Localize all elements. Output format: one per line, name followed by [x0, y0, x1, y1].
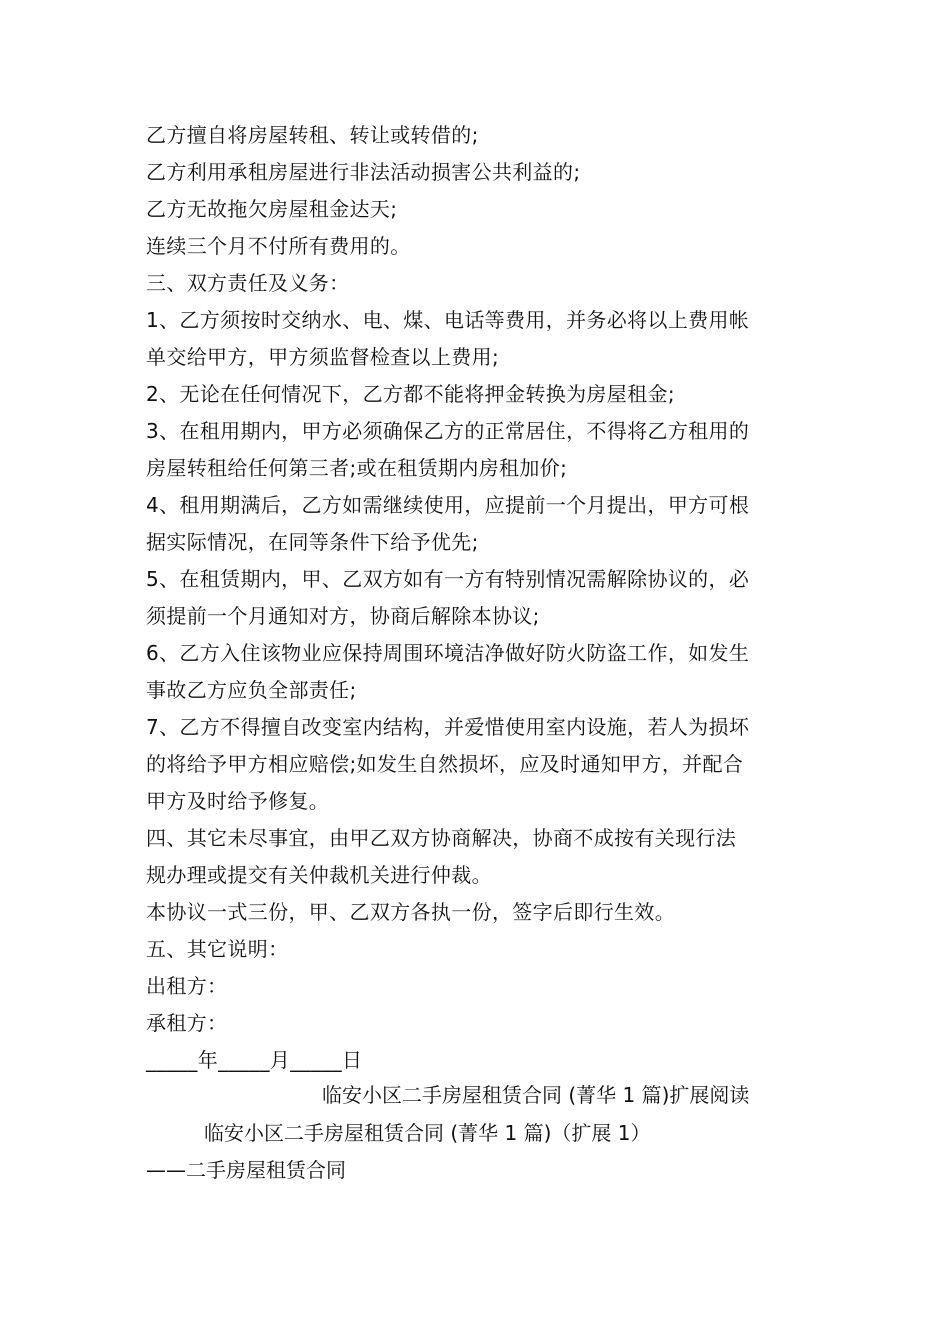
- clause-line: 6、乙方入住该物业应保持周围环境洁净做好防火防盗工作，如发生: [146, 641, 750, 665]
- clause-line: 连续三个月不付所有费用的。: [146, 234, 411, 258]
- extension-dash-line: ——二手房屋租赁合同: [146, 1158, 346, 1182]
- clause-line: 乙方擅自将房屋转租、转让或转借的;: [146, 123, 479, 147]
- clause-line: 3、在租用期内，甲方必须确保乙方的正常居住，不得将乙方租用的: [146, 419, 750, 443]
- clause-line: 房屋转租给任何第三者;或在租赁期内房租加价;: [146, 456, 568, 480]
- clause-line: 4、租用期满后，乙方如需继续使用，应提前一个月提出，甲方可根: [146, 493, 750, 517]
- section-heading: 四、其它未尽事宜，由甲乙双方协商解决，协商不成按有关现行法: [146, 826, 737, 850]
- section-heading: 五、其它说明：: [146, 937, 289, 961]
- landlord-signature-label: 出租方：: [146, 974, 228, 998]
- clause-line: 据实际情况，在同等条件下给予优先;: [146, 530, 479, 554]
- clause-line: 乙方利用承租房屋进行非法活动损害公共利益的;: [146, 160, 581, 184]
- clause-line: 2、无论在任何情况下，乙方都不能将押金转换为房屋租金;: [146, 382, 675, 406]
- clause-line: 的将给予甲方相应赔偿;如发生自然损坏，应及时通知甲方，并配合: [146, 752, 744, 776]
- section-heading: 三、双方责任及义务：: [146, 271, 350, 295]
- clause-line: 本协议一式三份，甲、乙双方各执一份，签字后即行生效。: [146, 900, 676, 924]
- tenant-signature-label: 承租方：: [146, 1011, 228, 1035]
- clause-line: 5、在租赁期内，甲、乙双方如有一方有特别情况需解除协议的，必: [146, 567, 750, 591]
- clause-line: 7、乙方不得擅自改变室内结构，并爱惜使用室内设施，若人为损坏: [146, 715, 750, 739]
- clause-line: 1、乙方须按时交纳水、电、煤、电话等费用，并务必将以上费用帐: [146, 308, 750, 332]
- clause-line: 事故乙方应负全部责任;: [146, 678, 357, 702]
- extension-subtitle: 临安小区二手房屋租赁合同 (菁华 1 篇)（扩展 1）: [204, 1121, 651, 1145]
- contract-body: [146, 117, 808, 1079]
- clause-line: 单交给甲方，甲方须监督检查以上费用;: [146, 345, 500, 369]
- extension-title: 临安小区二手房屋租赁合同 (菁华 1 篇)扩展阅读: [322, 1083, 750, 1107]
- clause-line: 甲方及时给予修复。: [146, 789, 330, 813]
- clause-line: 乙方无故拖欠房屋租金达天;: [146, 197, 398, 221]
- date-line: _____年_____月_____日: [146, 1048, 363, 1072]
- clause-line: 须提前一个月通知对方，协商后解除本协议;: [146, 604, 540, 628]
- clause-line: 规办理或提交有关仲裁机关进行仲裁。: [146, 863, 492, 887]
